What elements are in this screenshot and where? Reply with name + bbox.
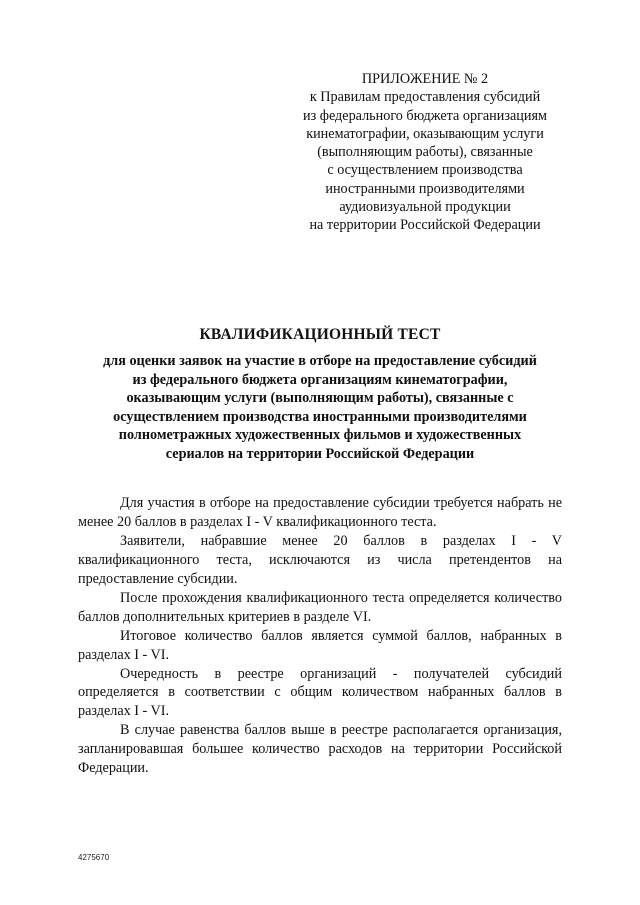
annex-line: на территории Российской Федерации: [309, 217, 541, 234]
subtitle-line: осуществлением производства иностранными производителями: [113, 408, 527, 425]
document-code: 4275670: [78, 853, 110, 862]
annex-line: кинематографии, оказывающим услуги: [306, 125, 544, 142]
annex-line: (выполняющим работы), связанные: [317, 144, 533, 161]
document-subtitle: [60, 352, 580, 464]
body-paragraph: Для участия в отборе на предоставление субсидии требуется набрать не менее 20 баллов в разделах I - V квалификационного теста.: [78, 495, 562, 530]
annex-line: из федерального бюджета организациям: [303, 107, 547, 124]
body-paragraph: Очередность в реестре организаций - получателей субсидий определяется в соответствии с общим количеством набранных баллов в разделах I - VI.: [78, 665, 562, 720]
subtitle-line: для оценки заявок на участие в отборе на предоставление субсидий: [103, 353, 537, 369]
body-paragraph: Итоговое количество баллов является суммой баллов, набранных в разделах I - VI.: [78, 627, 562, 663]
subtitle-line: сериалов на территории Российской Федерации: [165, 445, 475, 462]
document-body: [78, 494, 562, 778]
body-paragraph: После прохождения квалификационного теста определяется количество баллов дополнительных критериев в разделе VI.: [78, 589, 562, 625]
subtitle-line: из федерального бюджета организациям кинематографии,: [132, 371, 508, 388]
annex-line: к Правилам предоставления субсидий: [309, 89, 541, 106]
annex-line: с осуществлением производства: [327, 162, 523, 179]
annex-line: аудиовизуальной продукции: [339, 199, 511, 216]
document-title: КВАЛИФИКАЦИОННЫЙ ТЕСТ: [199, 326, 441, 343]
subtitle-line: полнометражных художественных фильмов и художественных: [118, 427, 522, 444]
annex-line: иностранными производителями: [325, 180, 525, 197]
body-paragraph: В случае равенства баллов выше в реестре располагается организация, запланировавшая большее количество расходов на территории Российской Федерации.: [78, 722, 562, 777]
annex-header: [280, 70, 570, 235]
body-paragraph: Заявители, набравшие менее 20 баллов в разделах I - V квалификационного теста, исключаются из числа претендентов на предоставление субсидии.: [78, 532, 562, 587]
annex-heading: ПРИЛОЖЕНИЕ № 2: [361, 71, 489, 87]
subtitle-line: оказывающим услуги (выполняющим работы), связанные с: [126, 390, 514, 407]
